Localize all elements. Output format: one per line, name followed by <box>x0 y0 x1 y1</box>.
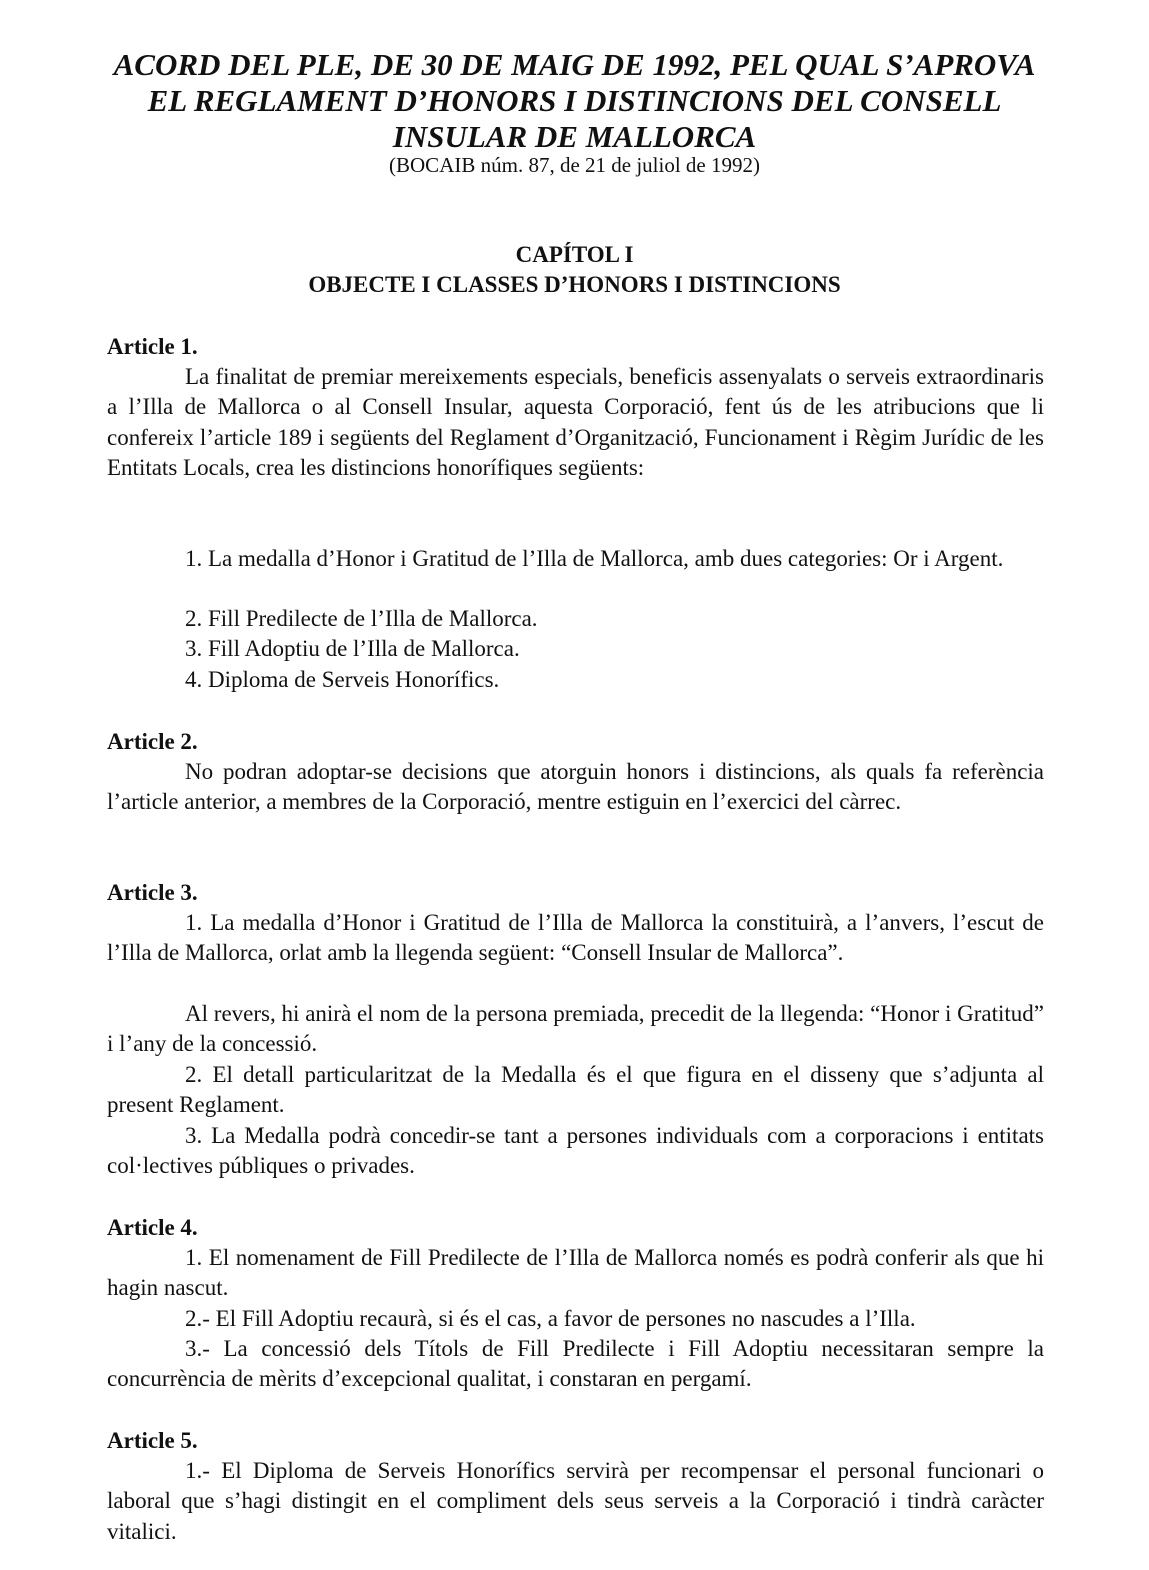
publication-reference: (BOCAIB núm. 87, de 21 de juliol de 1992) <box>389 153 760 177</box>
article-3-paragraph-3: 2. El detall particularitzat de la Medalla és el que figura en el disseny que s’adjunta al present Reglament. <box>107 1062 1044 1118</box>
article-3-heading: Article 3. <box>107 880 198 905</box>
article-1-item-2: 2. Fill Predilecte de l’Illa de Mallorca. <box>185 606 538 631</box>
article-1-item-4: 4. Diploma de Serveis Honorífics. <box>185 667 500 692</box>
article-1-item-3: 3. Fill Adoptiu de l’Illa de Mallorca. <box>185 636 520 661</box>
article-4-paragraph-2: 2.- El Fill Adoptiu recaurà, si és el cas, a favor de persones no nascudes a l’Illa. <box>185 1306 916 1331</box>
document-title-line-3: INSULAR DE MALLORCA <box>392 119 757 154</box>
document-title-line-1: ACORD DEL PLE, DE 30 DE MAIG DE 1992, PEL QUAL S’APROVA <box>113 47 1036 82</box>
article-1-item-1: 1. La medalla d’Honor i Gratitud de l’Illa de Mallorca, amb dues categories: Or i Argent. <box>185 546 1004 571</box>
article-4-paragraph-3: 3.- La concessió dels Títols de Fill Predilecte i Fill Adoptiu necessitaran sempre la concurrència de mèrits d’excepcional qualitat, i constaran en pergamí. <box>107 1336 1044 1392</box>
article-5-paragraph-1: 1.- El Diploma de Serveis Honorífics servirà per recompensar el personal funcionari o laboral que s’hagi distingit en el compliment dels seus serveis a la Corporació i tindrà caràcter vitalici. <box>107 1458 1044 1544</box>
article-1-paragraph: La finalitat de premiar mereixements especials, beneficis assenyalats o serveis extraordinaris a l’Illa de Mallorca o al Consell Insular, aquesta Corporació, fent ús de les atribucions que li confereix l’article 189 i següents del Reglament d’Organització, Funcionament i Règim Jurídic de les Entitats Locals, crea les distincions honorífiques següents: <box>107 364 1044 480</box>
chapter-number: CAPÍTOL I <box>515 242 634 267</box>
document-title-line-2: EL REGLAMENT D’HONORS I DISTINCIONS DEL CONSELL <box>147 83 1002 118</box>
article-4-paragraph-1: 1. El nomenament de Fill Predilecte de l’Illa de Mallorca només es podrà conferir als que hi hagin nascut. <box>107 1245 1044 1301</box>
chapter-title: OBJECTE I CLASSES D’HONORS I DISTINCIONS <box>308 272 841 297</box>
article-5-heading: Article 5. <box>107 1428 198 1453</box>
article-3-paragraph-2: Al revers, hi anirà el nom de la persona premiada, precedit de la llegenda: “Honor i Gratitud” i l’any de la concessió. <box>107 1001 1044 1057</box>
article-2-heading: Article 2. <box>107 729 198 754</box>
article-2-paragraph: No podran adoptar-se decisions que atorguin honors i distincions, als quals fa referència l’article anterior, a membres de la Corporació, mentre estiguin en l’exercici del càrrec. <box>107 759 1044 815</box>
article-1-heading: Article 1. <box>107 334 198 359</box>
article-3-paragraph-1: 1. La medalla d’Honor i Gratitud de l’Illa de Mallorca la constituirà, a l’anvers, l’escut de l’Illa de Mallorca, orlat amb la llegenda següent: “Consell Insular de Mallorca”. <box>107 910 1044 966</box>
article-3-paragraph-4: 3. La Medalla podrà concedir-se tant a persones individuals com a corporacions i entitats col·lectives públiques o privades. <box>107 1123 1044 1179</box>
article-4-heading: Article 4. <box>107 1215 198 1240</box>
